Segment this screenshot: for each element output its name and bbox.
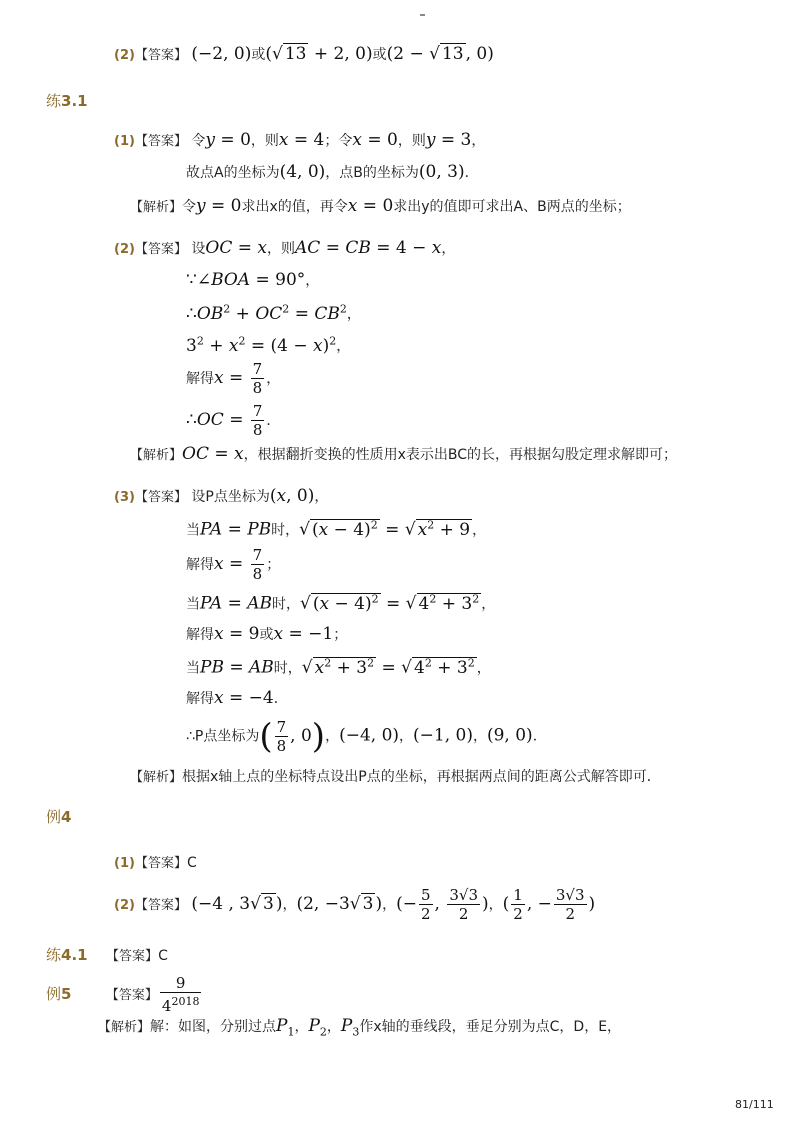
text: 时， bbox=[272, 596, 300, 613]
section-heading bbox=[46, 90, 88, 111]
analysis-label: 【解析】 bbox=[130, 200, 183, 215]
text: ， bbox=[481, 596, 496, 613]
math: x = 0 bbox=[352, 130, 398, 150]
math: (−4, 0) bbox=[339, 725, 400, 746]
math: ( $\frac{1}{2}$ , − $\frac{3√3}{2}$ ) bbox=[502, 886, 596, 923]
lian31-part2-line5 bbox=[186, 360, 280, 397]
lian31-part3-line6 bbox=[186, 656, 491, 678]
math: (9, 0) bbox=[486, 725, 533, 746]
part-label: (2) bbox=[114, 898, 135, 913]
text: ， bbox=[472, 728, 487, 745]
text: ；令 bbox=[324, 133, 353, 149]
math: x = 4 bbox=[278, 130, 325, 150]
math: PA = AB bbox=[200, 593, 272, 614]
section-number: 4 bbox=[61, 808, 72, 826]
text: 当 bbox=[186, 522, 200, 539]
text: ． bbox=[532, 728, 547, 745]
answer-label: 【答案】 bbox=[134, 856, 187, 871]
math: x = $\frac{7}{8}$ bbox=[214, 546, 263, 583]
li4-part2 bbox=[114, 886, 595, 923]
math: y = 0 bbox=[205, 130, 251, 150]
text: ，根据翻折变换的性质用x表示出BC的长，再根据勾股定理求解即可； bbox=[243, 447, 678, 463]
text: ， bbox=[305, 273, 320, 289]
answer-label: 【答案】 bbox=[134, 242, 187, 257]
text: 或 bbox=[259, 627, 274, 643]
section-prefix: 例 bbox=[46, 985, 62, 1003]
lian31-part3-line8 bbox=[186, 716, 547, 756]
analysis-label: 【解析】 bbox=[130, 448, 183, 463]
text: ； bbox=[266, 557, 281, 573]
lian31-part2-line6 bbox=[186, 402, 280, 439]
math: (−2, 0) bbox=[191, 44, 252, 64]
text: 解得 bbox=[186, 627, 214, 643]
text: ∴P点坐标为 bbox=[186, 728, 260, 745]
math: x = −1 bbox=[273, 624, 334, 644]
text: ， bbox=[314, 489, 329, 505]
text: ． bbox=[464, 165, 479, 181]
section-prefix: 练 bbox=[46, 946, 62, 964]
answer-label: 【答案】 bbox=[105, 988, 158, 1003]
math: ( $\frac{7}{8}$ , 0) bbox=[259, 716, 326, 756]
math: (x, 0) bbox=[269, 486, 315, 506]
part-label: (1) bbox=[114, 856, 135, 871]
section-heading bbox=[46, 946, 88, 964]
math: (−4 , 3√ 3 ) bbox=[191, 894, 283, 914]
math: ∵∠BOA = 90° bbox=[186, 270, 306, 290]
text: 解得 bbox=[186, 371, 214, 387]
answer-label: 【答案】 bbox=[134, 898, 187, 913]
math: √ $x^2 + 3^2$ = √ $4^2 + 3^2$ bbox=[301, 656, 475, 678]
part-label: (3) bbox=[114, 490, 135, 505]
text: 当 bbox=[186, 660, 200, 677]
lian31-part3-line3 bbox=[186, 546, 280, 583]
math: OC = x bbox=[182, 444, 244, 464]
text: ， bbox=[282, 897, 297, 913]
li5-analysis bbox=[98, 1016, 621, 1038]
text: 设 bbox=[191, 241, 206, 257]
math: x = −4 bbox=[214, 688, 274, 708]
math: OC = x bbox=[205, 238, 268, 258]
text: 根据x轴上点的坐标特点设出P点的坐标，再根据两点间的距离公式解答即可． bbox=[182, 769, 661, 785]
text: ， bbox=[472, 522, 487, 539]
math: $P_2$ bbox=[308, 1016, 327, 1039]
answer-value: C bbox=[158, 948, 168, 964]
lian31-part3-line4 bbox=[186, 592, 495, 614]
lian31-part2-line1 bbox=[114, 238, 455, 258]
lian31-part2-line4 bbox=[186, 334, 350, 356]
text: 或 bbox=[251, 47, 266, 63]
text: ， bbox=[266, 371, 281, 387]
part-label: (2) bbox=[114, 242, 135, 257]
text: 故点A的坐标为 bbox=[186, 165, 280, 181]
text: 作x轴的垂线段，垂足分别为点C，D，E， bbox=[359, 1019, 622, 1035]
analysis-label: 【解析】 bbox=[130, 770, 183, 785]
text: 解得 bbox=[186, 691, 214, 707]
text: ， bbox=[476, 660, 491, 677]
section-number: 5 bbox=[61, 985, 72, 1003]
text: ， bbox=[294, 1019, 309, 1035]
text: ，点B的坐标为 bbox=[325, 165, 419, 181]
lian31-part3-line7 bbox=[186, 688, 288, 708]
text: ， bbox=[471, 133, 486, 149]
answer-label: 【答案】 bbox=[134, 490, 187, 505]
math: AC = CB = 4 − x bbox=[295, 238, 442, 258]
math: y = 3 bbox=[425, 130, 472, 150]
math: x = 0 bbox=[347, 196, 394, 216]
math: x = 9 bbox=[214, 624, 260, 644]
lian31-part2-line2 bbox=[186, 270, 319, 290]
text: 时， bbox=[271, 522, 300, 539]
section-number: 3.1 bbox=[61, 92, 88, 110]
text: 当 bbox=[186, 596, 200, 613]
math: $3^2 + x^2 = (4 - x)^2$ bbox=[186, 334, 337, 356]
analysis-label: 【解析】 bbox=[98, 1020, 151, 1035]
text: 时， bbox=[273, 660, 302, 677]
math: √ $(x - 4)^2$ = √ $4^2 + 3^2$ bbox=[300, 592, 480, 614]
math: (√ 13 + 2, 0) bbox=[265, 44, 373, 64]
math: $P_3$ bbox=[340, 1016, 360, 1039]
text: ， bbox=[346, 306, 361, 323]
text: ，则 bbox=[250, 133, 279, 149]
lian31-part1-line2 bbox=[186, 162, 479, 182]
math: $\therefore OB^2 + OC^2 = CB^2$ bbox=[186, 302, 347, 324]
lian31-part2-analysis bbox=[130, 444, 677, 464]
text: 解得 bbox=[186, 557, 214, 573]
math: (2 − √ 13 , 0) bbox=[386, 44, 494, 64]
math: x = $\frac{7}{8}$ bbox=[214, 360, 263, 397]
lian31-part3-line2 bbox=[186, 518, 486, 540]
text: ． bbox=[266, 413, 281, 429]
lian31-part3-line5 bbox=[186, 624, 347, 644]
math: ∴OC = $\frac{7}{8}$ bbox=[186, 402, 263, 439]
lian31-part2-line3 bbox=[186, 302, 361, 324]
text: ； bbox=[333, 627, 348, 643]
page-number: 81/111 bbox=[735, 1098, 774, 1111]
text: ，则 bbox=[267, 241, 296, 257]
text: ， bbox=[488, 897, 503, 913]
li5-line bbox=[46, 974, 203, 1015]
answer-label: 【答案】 bbox=[106, 949, 159, 964]
section-prefix: 练 bbox=[46, 92, 62, 110]
math: (4, 0) bbox=[279, 162, 326, 182]
stray-mark bbox=[420, 14, 425, 16]
math: (0, 3) bbox=[418, 162, 465, 182]
part-label: (2) bbox=[114, 48, 135, 63]
text: ， bbox=[399, 728, 414, 745]
section-number: 4.1 bbox=[61, 946, 88, 964]
text: ，则 bbox=[397, 133, 426, 149]
text: 求出y的值即可求出A、B两点的坐标； bbox=[393, 199, 631, 215]
lian31-part3-analysis bbox=[130, 766, 661, 786]
math: (−1, 0) bbox=[413, 725, 473, 746]
text: 令 bbox=[191, 133, 206, 149]
math: y = 0 bbox=[196, 196, 242, 216]
text: 令 bbox=[182, 199, 197, 215]
lian31-part1-line1 bbox=[114, 130, 485, 150]
answer-label: 【答案】 bbox=[134, 134, 187, 149]
section-heading bbox=[46, 806, 71, 827]
text: ， bbox=[326, 1019, 341, 1035]
part-label: (1) bbox=[114, 134, 135, 149]
text: ． bbox=[273, 691, 288, 707]
answer-value: C bbox=[186, 855, 197, 871]
li4-part1 bbox=[114, 852, 197, 871]
math: PB = AB bbox=[200, 657, 274, 678]
math: $\frac{9}{4^{2018}}$ bbox=[161, 974, 200, 1015]
lian31-part1-analysis bbox=[130, 196, 631, 216]
math: (− $\frac{5}{2}$ , $\frac{3√3}{2}$ ) bbox=[396, 886, 489, 923]
text: ， bbox=[382, 897, 397, 913]
section-prefix: 例 bbox=[46, 808, 62, 826]
text: ， bbox=[441, 241, 456, 257]
answer-label: 【答案】 bbox=[134, 48, 187, 63]
top-part2-line bbox=[114, 44, 494, 64]
math: (2, −3√ 3 ) bbox=[296, 894, 383, 914]
section-heading bbox=[46, 985, 71, 1003]
lian41-line bbox=[46, 944, 168, 965]
math: $P_1$ bbox=[276, 1016, 295, 1039]
text: ， bbox=[325, 728, 340, 745]
text: 解：如图，分别过点 bbox=[150, 1019, 277, 1035]
text: 设P点坐标为 bbox=[191, 489, 270, 505]
math: PA = PB bbox=[200, 519, 272, 540]
lian31-part3-line1 bbox=[114, 486, 328, 506]
text: 求出x的值，再令 bbox=[241, 199, 348, 215]
text: 或 bbox=[372, 47, 387, 63]
text: ， bbox=[336, 338, 351, 355]
math: √ $(x - 4)^2$ = √ $x^2 + 9$ bbox=[299, 518, 471, 540]
